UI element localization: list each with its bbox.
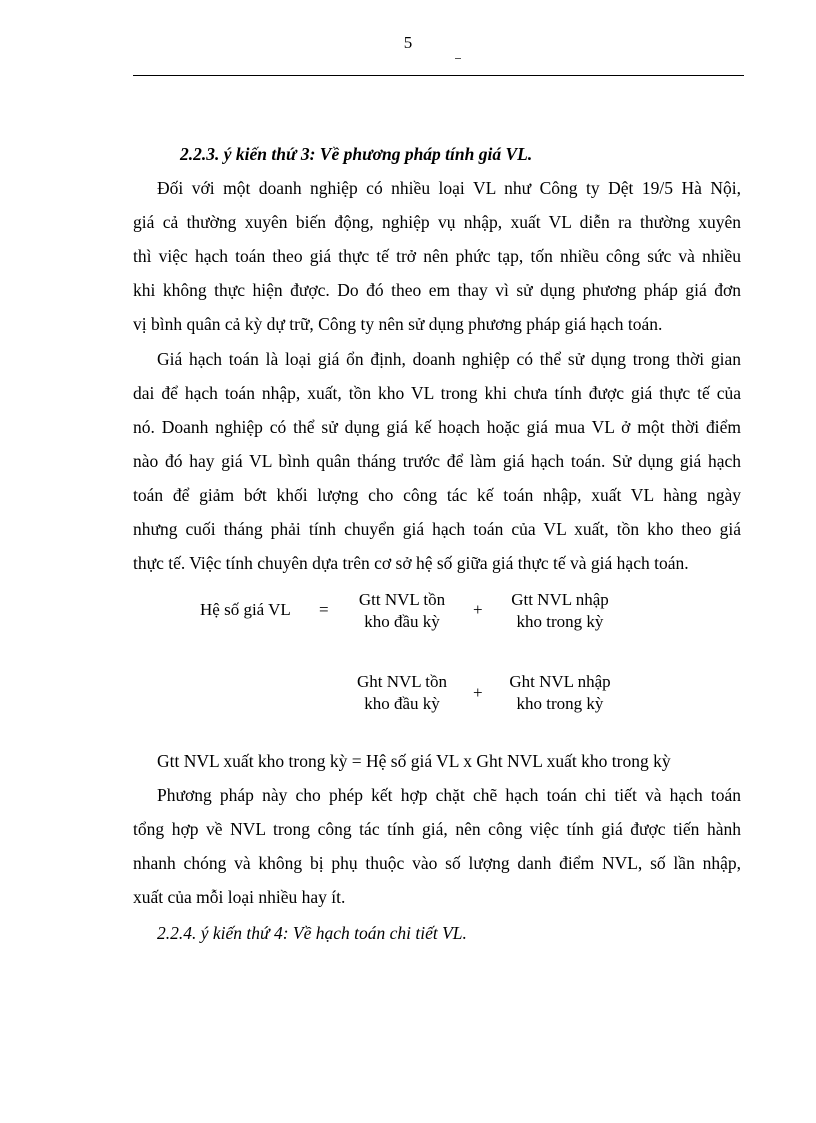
section-4-heading: 2.2.4. ý kiến thứ 4: Về hạch toán chi tiết VL. xyxy=(157,923,467,943)
numerator-plus: + xyxy=(473,600,483,619)
paragraph-1 xyxy=(133,171,741,341)
paragraph-line: dai để hạch toán nhập, xuất, tồn kho VL trong khi chưa tính được giá thực tế của xyxy=(133,383,741,403)
section-3-heading: 2.2.3. ý kiến thứ 3: Về phương pháp tính giá VL. xyxy=(180,144,533,164)
formula-line: Gtt NVL xuất kho trong kỳ = Hệ số giá VL x Ght NVL xuất kho trong kỳ xyxy=(157,751,671,771)
paragraph-line: Đối với một doanh nghiệp có nhiều loại VL như Công ty Dệt 19/5 Hà Nội, xyxy=(157,178,741,198)
paragraph-3 xyxy=(133,778,741,914)
paragraph-line: xuất của mỗi loại nhiều hay ít. xyxy=(133,887,346,907)
paragraph-line: khi không thực hiện được. Do đó theo em thay vì sử dụng phương pháp giá đơn xyxy=(133,280,741,300)
paragraph-line: vị bình quân cả kỳ dự trữ, Công ty nên sử dụng phương pháp giá hạch toán. xyxy=(133,314,663,334)
page-number: 5 xyxy=(403,33,413,52)
paragraph-line: thực tế. Việc tính chuyên dựa trên cơ sở hệ số giữa giá thực tế và giá hạch toán. xyxy=(133,553,689,573)
formula-lhs: Hệ số giá VL xyxy=(200,600,291,619)
header-rule xyxy=(133,75,744,76)
paragraph-line: tổng hợp về NVL trong công tác tính giá, nên công việc tính giá được tiến hành xyxy=(133,819,741,839)
paragraph-line: toán để giảm bớt khối lượng cho công tác kế toán nhập, xuất VL hàng ngày xyxy=(133,485,741,505)
issue-value-formula xyxy=(157,744,741,778)
paragraph-line: nó. Doanh nghiệp có thể sử dụng giá kế hoạch hoặc giá mua VL ở một thời điểm xyxy=(133,417,741,437)
page-number-underline xyxy=(455,58,461,59)
paragraph-line: nhưng cuối tháng phải tính chuyển giá hạch toán của VL xuất, tồn kho theo giá xyxy=(133,519,741,539)
paragraph-line: thì việc hạch toán theo giá thực tế trở nên phức tạp, tốn nhiều công sức và nhiều xyxy=(133,246,741,266)
denominator-plus: + xyxy=(473,683,483,702)
paragraph-line: nào đó hay giá VL bình quân tháng trước để làm giá hạch toán. Sử dụng giá hạch xyxy=(133,451,741,471)
denominator-opening-standard: Ght NVL tồn kho đầu kỳ xyxy=(356,672,448,713)
numerator-opening-actual: Gtt NVL tồn kho đầu kỳ xyxy=(358,590,446,631)
denominator-received-standard: Ght NVL nhập kho trong kỳ xyxy=(509,672,611,713)
paragraph-2 xyxy=(133,342,741,580)
paragraph-line: nhanh chóng và không bị phụ thuộc vào số lượng danh điểm NVL, số lần nhập, xyxy=(133,853,741,873)
formula-equals: = xyxy=(319,600,329,619)
numerator-received-actual: Gtt NVL nhập kho trong kỳ xyxy=(511,590,609,631)
paragraph-line: Giá hạch toán là loại giá ổn định, doanh nghiệp có thể sử dụng trong thời gian xyxy=(157,349,741,369)
paragraph-line: giá cả thường xuyên biến động, nghiệp vụ nhập, xuất VL diễn ra thường xuyên xyxy=(133,212,741,232)
paragraph-line: Phương pháp này cho phép kết hợp chặt chẽ hạch toán chi tiết và hạch toán xyxy=(157,785,741,805)
